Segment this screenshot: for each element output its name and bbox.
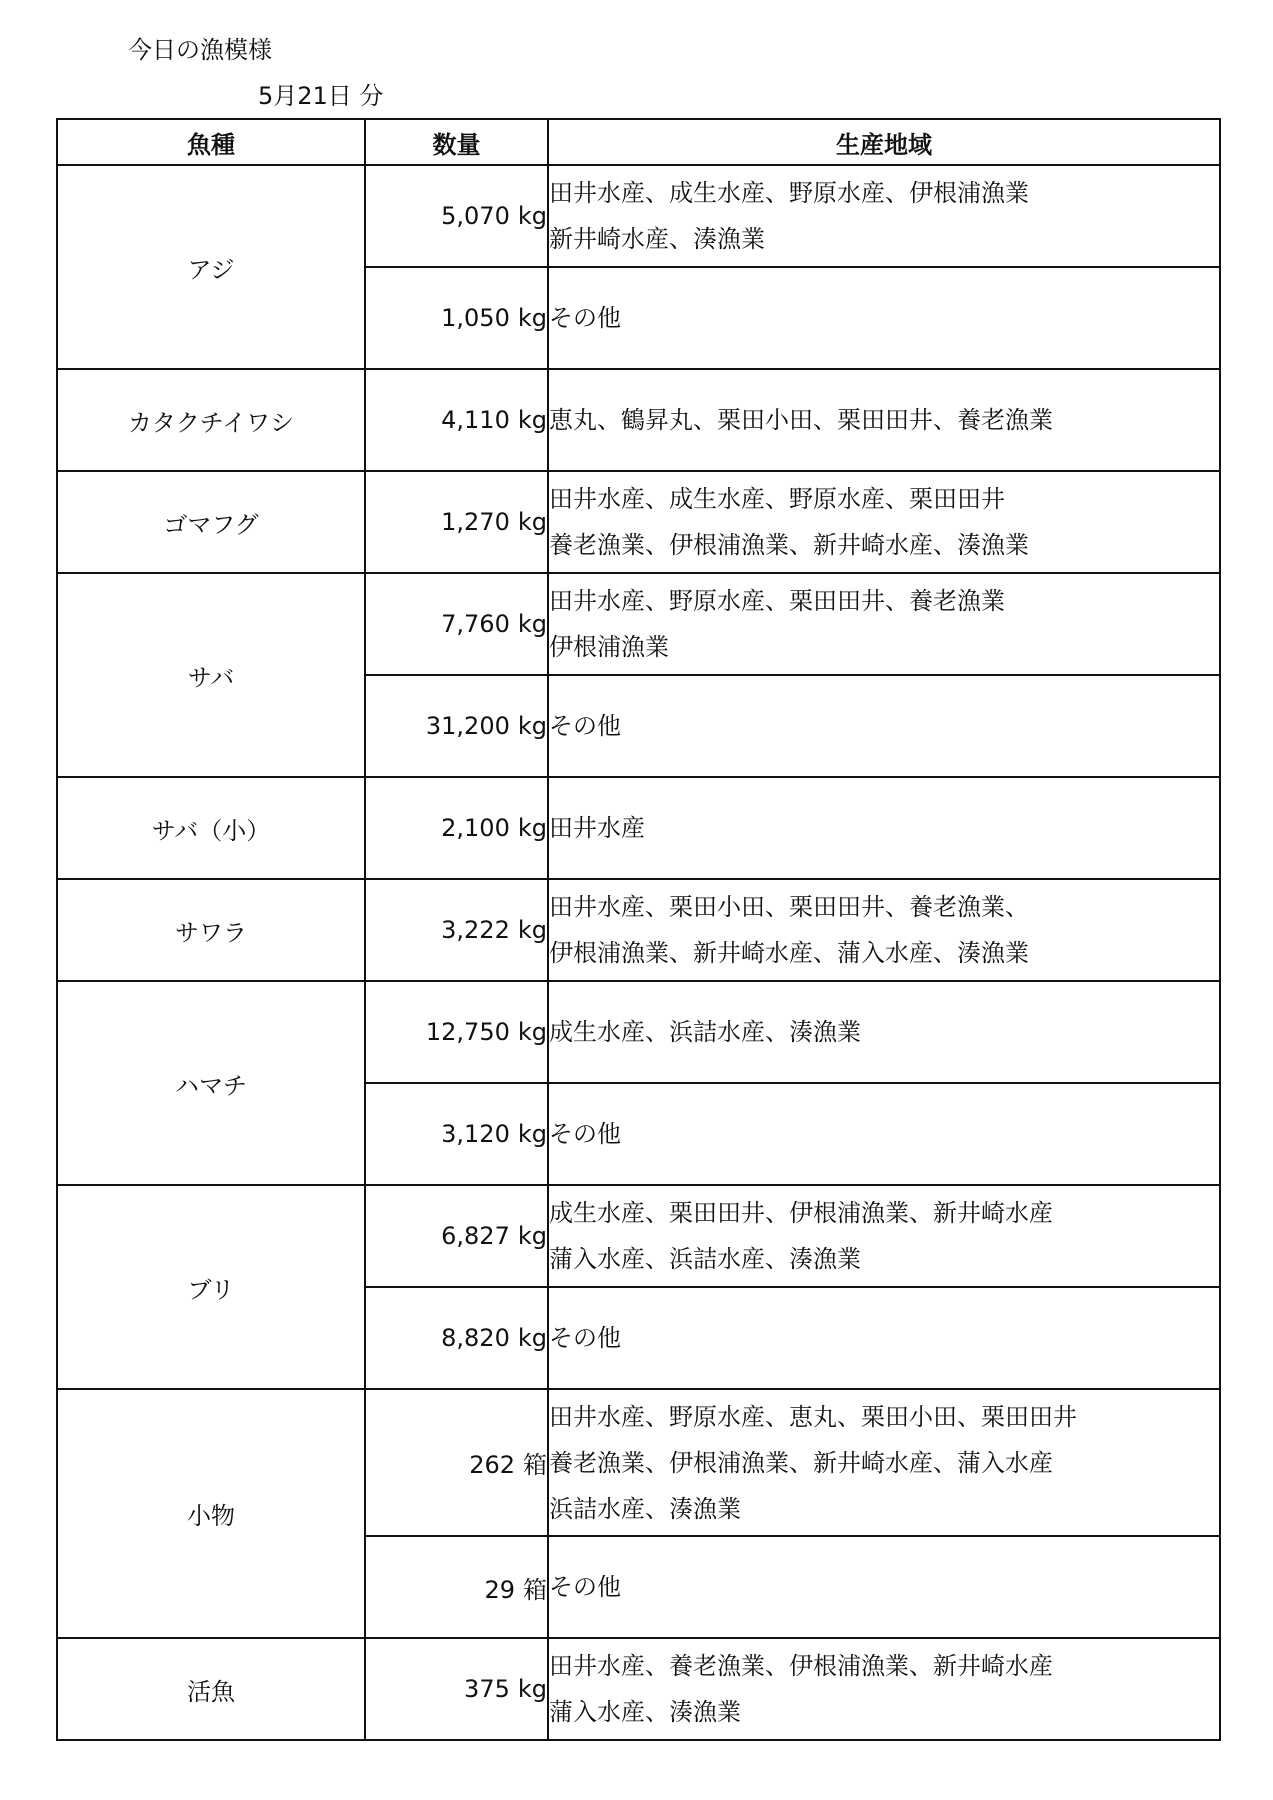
quantity-unit: 箱: [523, 1451, 547, 1479]
region-line: その他: [549, 1324, 621, 1352]
quantity-cell: [365, 165, 548, 267]
report-date: 5月21日 分: [258, 82, 384, 110]
quantity-value: 3,120: [441, 1120, 510, 1148]
quantity-cell: [365, 1083, 548, 1185]
quantity-unit: kg: [517, 508, 547, 536]
quantity-value: 31,200: [425, 712, 510, 740]
region-line: その他: [549, 304, 621, 332]
quantity-value: 375: [464, 1675, 510, 1703]
quantity-value: 1,050: [441, 304, 510, 332]
quantity-unit: kg: [517, 814, 547, 842]
quantity-unit: kg: [517, 304, 547, 332]
quantity-value: 29: [484, 1575, 515, 1604]
quantity-unit: kg: [517, 1222, 547, 1250]
region-cell: [548, 981, 1220, 1083]
region-line: 新井崎水産、湊漁業: [549, 225, 765, 253]
region-cell: [548, 1083, 1220, 1185]
quantity-cell: [365, 573, 548, 675]
region-line: 伊根浦漁業、新井崎水産、蒲入水産、湊漁業: [549, 939, 1029, 967]
region-line: 蒲入水産、湊漁業: [549, 1698, 741, 1726]
catch-table: [56, 118, 1221, 1741]
quantity-value: 5,070: [441, 202, 510, 230]
region-line: 養老漁業、伊根浦漁業、新井崎水産、蒲入水産: [549, 1448, 1053, 1477]
region-cell: [548, 1536, 1220, 1638]
region-cell: [548, 165, 1220, 267]
catch-table-body: [57, 165, 1220, 1740]
quantity-unit: kg: [517, 1324, 547, 1352]
table-row: [57, 471, 1220, 573]
quantity-cell: [365, 777, 548, 879]
region-line: 浜詰水産、湊漁業: [549, 1494, 741, 1523]
species-cell: サワラ: [57, 879, 365, 981]
quantity-value: 7,760: [441, 610, 510, 638]
table-row: [57, 1185, 1220, 1287]
species-cell: 小物: [57, 1389, 365, 1638]
species-cell: ゴマフグ: [57, 471, 365, 573]
region-cell: [548, 1185, 1220, 1287]
quantity-unit: kg: [517, 406, 547, 434]
region-cell: [548, 879, 1220, 981]
region-line: その他: [549, 1120, 621, 1148]
region-cell: [548, 777, 1220, 879]
quantity-cell: [365, 675, 548, 777]
region-line: その他: [549, 712, 621, 740]
region-line: 田井水産、野原水産、恵丸、栗田小田、栗田田井: [549, 1402, 1077, 1431]
region-cell: [548, 1638, 1220, 1740]
table-row: [57, 165, 1220, 267]
region-line: 伊根浦漁業: [549, 633, 669, 661]
region-cell: [548, 1287, 1220, 1389]
region-cell: [548, 573, 1220, 675]
quantity-unit: kg: [517, 610, 547, 638]
quantity-cell: [365, 471, 548, 573]
table-header-row: [57, 119, 1220, 165]
table-row: [57, 981, 1220, 1083]
region-cell: [548, 471, 1220, 573]
quantity-unit: kg: [517, 1675, 547, 1703]
region-line: 田井水産、成生水産、野原水産、栗田田井: [549, 485, 1005, 513]
column-header-species: 魚種: [57, 119, 365, 165]
quantity-value: 3,222: [441, 916, 510, 944]
page-title: 今日の漁模様: [128, 36, 272, 64]
table-row: [57, 777, 1220, 879]
species-cell: アジ: [57, 165, 365, 369]
quantity-value: 4,110: [441, 406, 510, 434]
region-line: 成生水産、栗田田井、伊根浦漁業、新井崎水産: [549, 1199, 1053, 1227]
region-cell: [548, 369, 1220, 471]
quantity-cell: [365, 1536, 548, 1638]
quantity-value: 8,820: [441, 1324, 510, 1352]
region-line: その他: [549, 1573, 621, 1601]
quantity-value: 2,100: [441, 814, 510, 842]
region-line: 田井水産、野原水産、栗田田井、養老漁業: [549, 587, 1005, 615]
region-line: 田井水産: [549, 814, 645, 842]
region-line: 蒲入水産、浜詰水産、湊漁業: [549, 1245, 861, 1273]
table-row: [57, 879, 1220, 981]
table-row: [57, 1638, 1220, 1740]
region-line: 養老漁業、伊根浦漁業、新井崎水産、湊漁業: [549, 531, 1029, 559]
quantity-unit: kg: [517, 202, 547, 230]
column-header-region: 生産地域: [548, 119, 1220, 165]
quantity-unit: kg: [517, 712, 547, 740]
quantity-value: 262: [469, 1451, 515, 1479]
quantity-cell: [365, 879, 548, 981]
quantity-cell: [365, 1389, 548, 1536]
quantity-cell: [365, 369, 548, 471]
quantity-unit: kg: [517, 1120, 547, 1148]
table-row: [57, 1389, 1220, 1536]
species-cell: サバ: [57, 573, 365, 777]
quantity-cell: [365, 1638, 548, 1740]
species-cell: ハマチ: [57, 981, 365, 1185]
region-line: 田井水産、養老漁業、伊根浦漁業、新井崎水産: [549, 1652, 1053, 1680]
species-cell: カタクチイワシ: [57, 369, 365, 471]
table-row: [57, 369, 1220, 471]
region-cell: [548, 267, 1220, 369]
quantity-value: 12,750: [425, 1018, 510, 1046]
region-cell: [548, 675, 1220, 777]
quantity-unit: kg: [517, 1018, 547, 1046]
species-cell: ブリ: [57, 1185, 365, 1389]
table-row: [57, 573, 1220, 675]
species-cell: 活魚: [57, 1638, 365, 1740]
region-cell: [548, 1389, 1220, 1536]
quantity-unit: kg: [517, 916, 547, 944]
region-line: 恵丸、鶴昇丸、栗田小田、栗田田井、養老漁業: [549, 406, 1053, 434]
region-line: 成生水産、浜詰水産、湊漁業: [549, 1018, 861, 1046]
quantity-value: 6,827: [441, 1222, 510, 1250]
quantity-cell: [365, 1287, 548, 1389]
species-cell: サバ（小）: [57, 777, 365, 879]
quantity-unit: 箱: [523, 1575, 547, 1604]
quantity-cell: [365, 981, 548, 1083]
column-header-quantity: 数量: [365, 119, 548, 165]
region-line: 田井水産、成生水産、野原水産、伊根浦漁業: [549, 179, 1029, 207]
quantity-cell: [365, 267, 548, 369]
region-line: 田井水産、栗田小田、栗田田井、養老漁業、: [549, 893, 1029, 921]
quantity-cell: [365, 1185, 548, 1287]
quantity-value: 1,270: [441, 508, 510, 536]
